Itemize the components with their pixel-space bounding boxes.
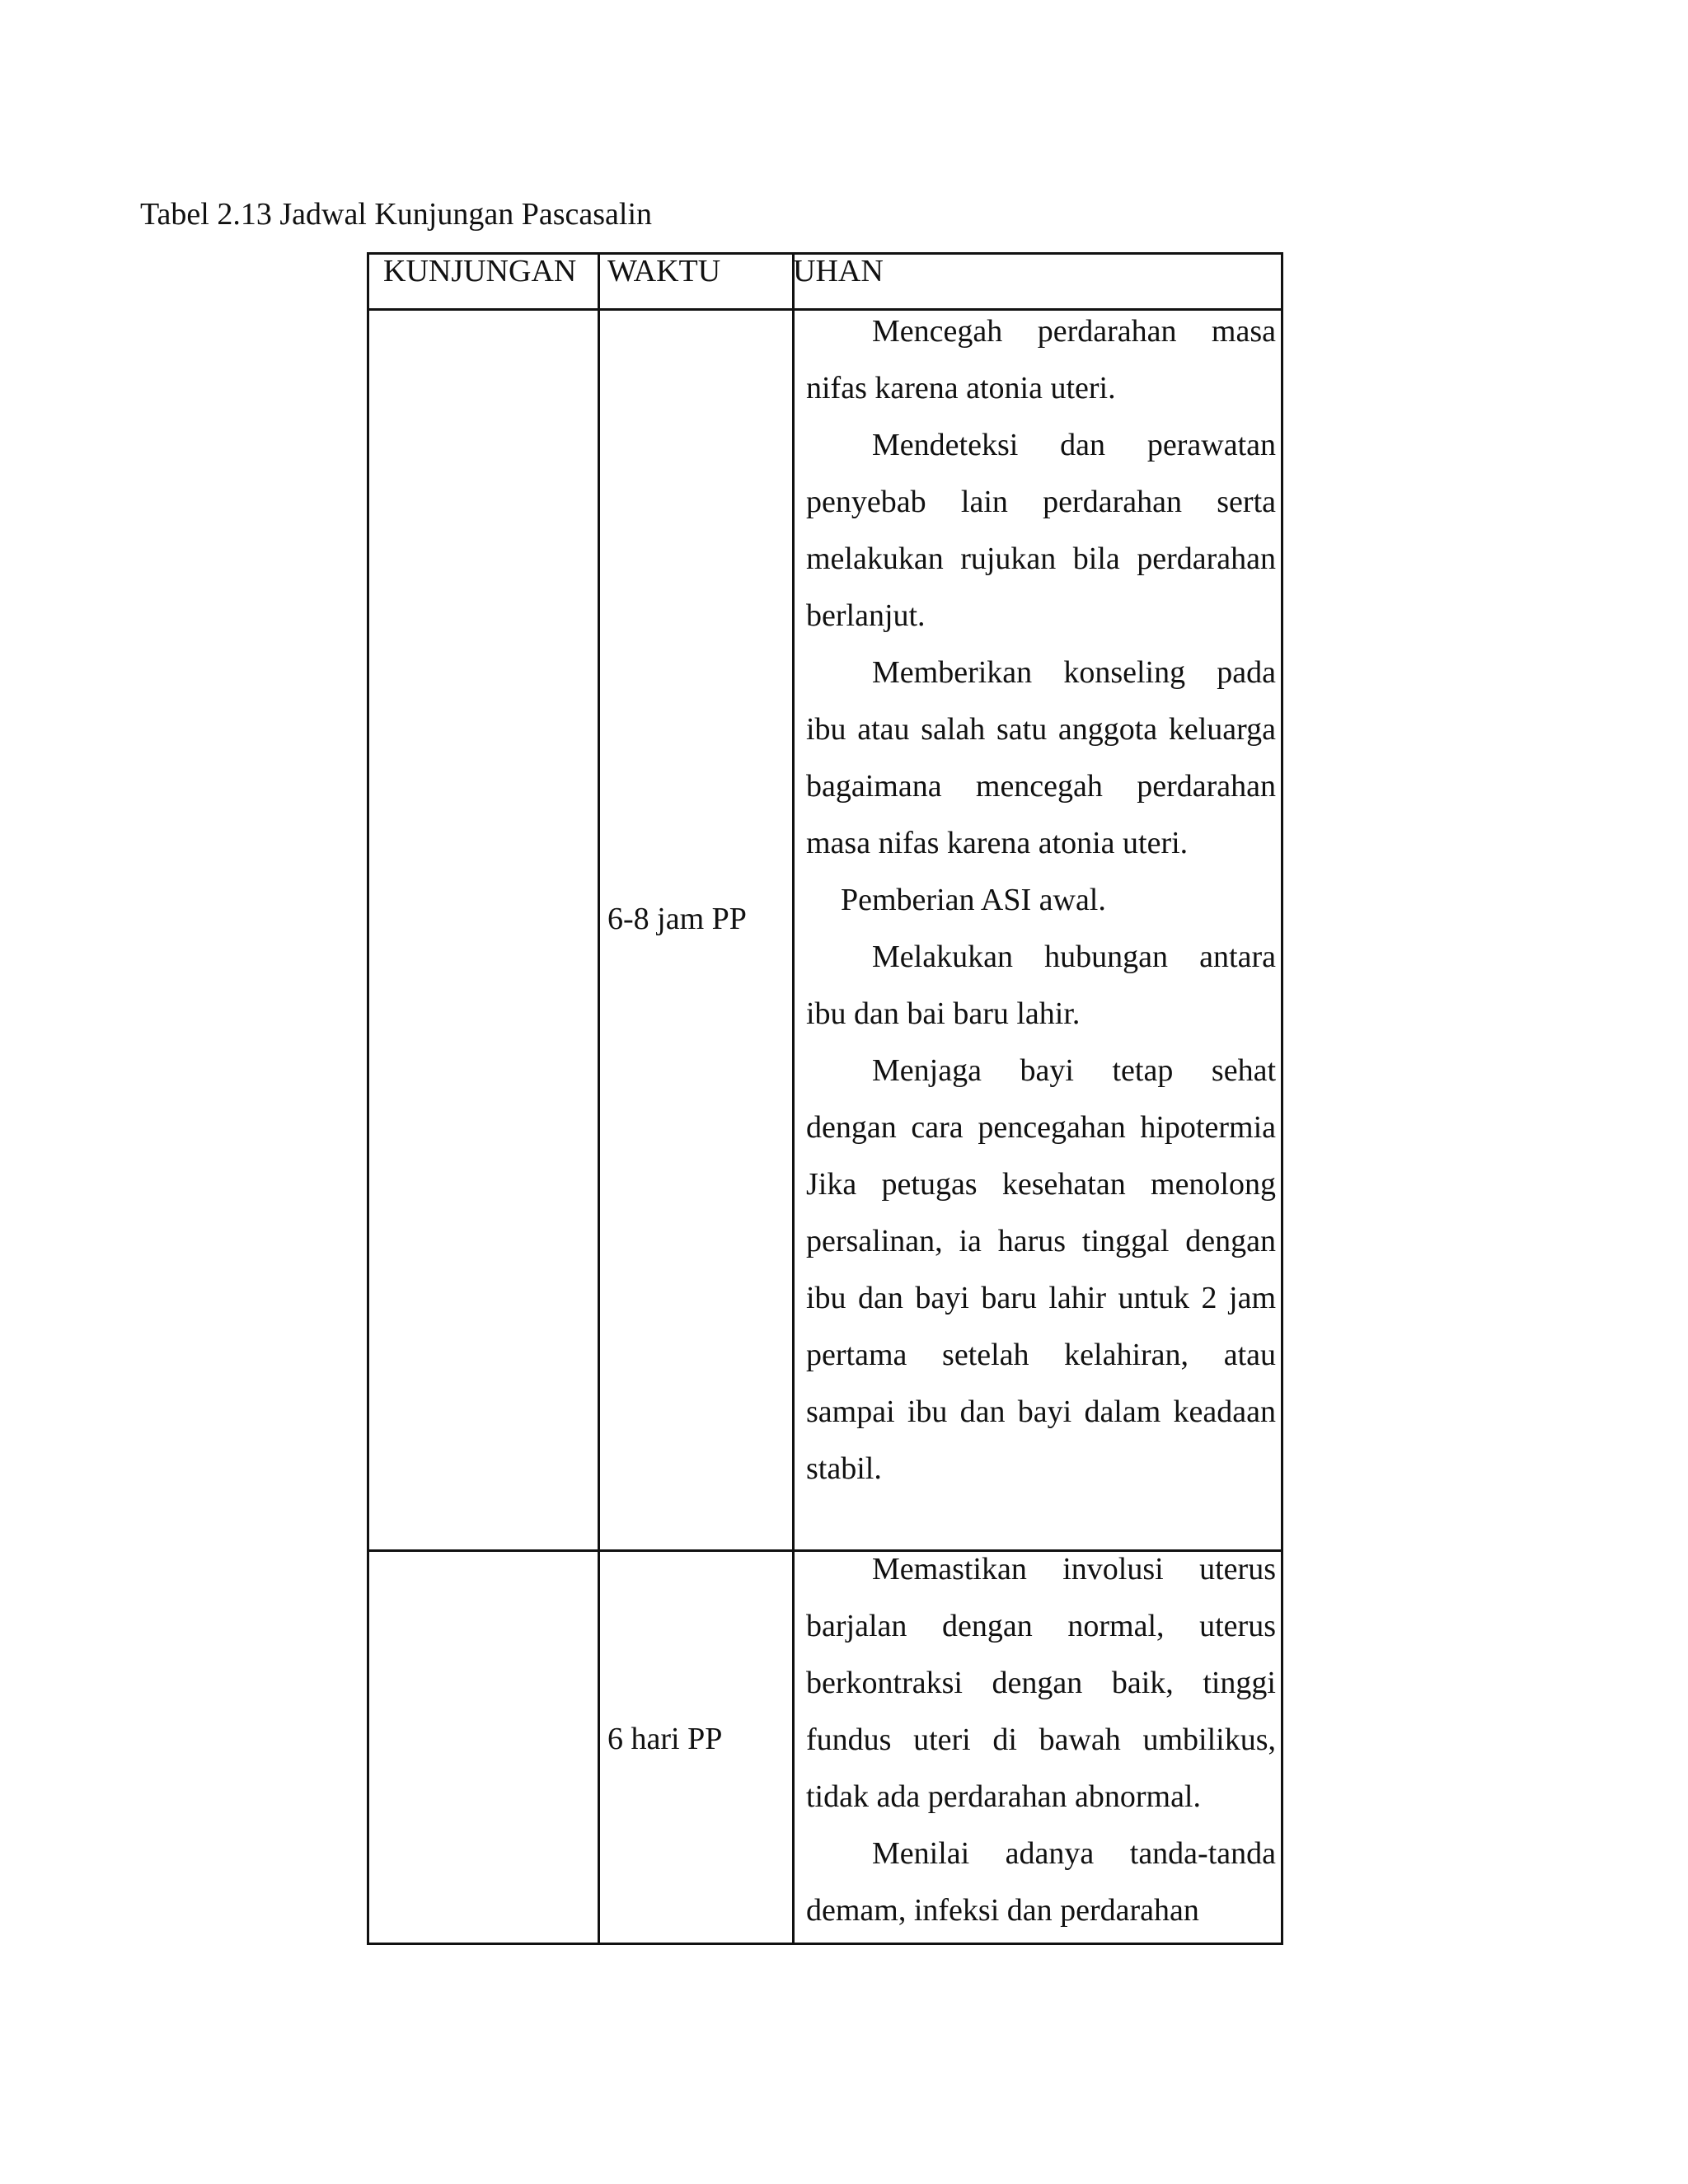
uhan-item: Menjaga bayi tetap sehat dengan cara pencegahan hipotermia Jika petugas kesehatan menolong persalinan, ia harus tinggal dengan ibu dan bayi baru lahir untuk 2 jam pertama setelah kelahiran, atau sampai ibu dan bayi dalam keadaan stabil. bbox=[806, 1053, 1276, 1486]
header-waktu: WAKTU bbox=[607, 254, 721, 288]
row-1-uhan bbox=[806, 303, 1276, 1497]
uhan-item: Pemberian ASI awal. bbox=[841, 883, 1106, 917]
column-divider-2 bbox=[792, 252, 795, 1945]
header-uhan: UHAN bbox=[793, 254, 884, 288]
table-bottom-border bbox=[367, 1943, 1283, 1945]
uhan-item: Memberikan konseling pada ibu atau salah satu anggota keluarga bagaimana mencegah perdarahan masa nifas karena atonia uteri. bbox=[806, 655, 1276, 860]
uhan-item: Menilai adanya tanda-tanda demam, infeksi dan perdarahan bbox=[806, 1836, 1276, 1928]
uhan-item: Memastikan involusi uterus barjalan dengan normal, uterus berkontraksi dengan baik, tinggi fundus uteri di bawah umbilikus, tidak ada perdarahan abnormal. bbox=[806, 1552, 1276, 1814]
header-kunjungan: KUNJUNGAN bbox=[383, 254, 577, 288]
table-right-border bbox=[1281, 252, 1283, 1945]
row-2-uhan bbox=[806, 1541, 1276, 1939]
uhan-item: Melakukan hubungan antara ibu dan bai baru lahir. bbox=[806, 940, 1276, 1031]
column-divider-1 bbox=[598, 252, 600, 1945]
uhan-item: Mencegah perdarahan masa nifas karena atonia uteri. bbox=[806, 314, 1276, 405]
row-1-waktu: 6-8 jam PP bbox=[607, 902, 747, 936]
table-left-border bbox=[367, 252, 369, 1945]
row-2-waktu: 6 hari PP bbox=[607, 1722, 723, 1756]
uhan-item: Mendeteksi dan perawatan penyebab lain perdarahan serta melakukan rujukan bila perdarahan berlanjut. bbox=[806, 428, 1276, 633]
table-caption: Tabel 2.13 Jadwal Kunjungan Pascasalin bbox=[140, 197, 653, 232]
